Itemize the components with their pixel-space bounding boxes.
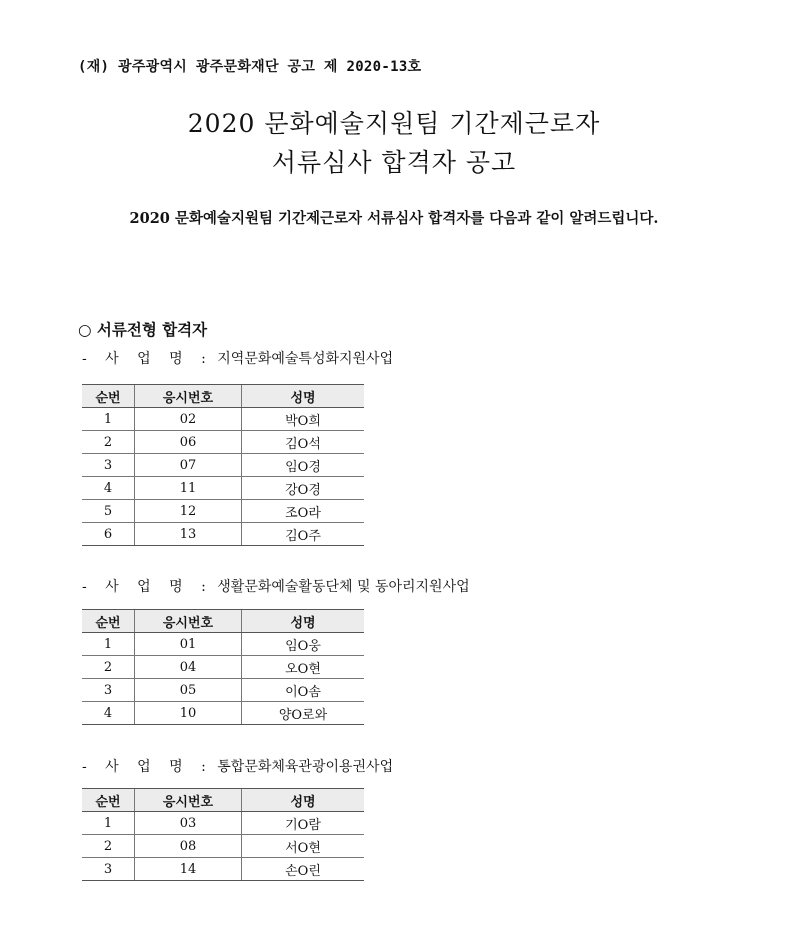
cell-name: 김O주	[242, 523, 365, 546]
program-line-2	[82, 576, 470, 596]
cell-name: 임O웅	[242, 633, 365, 656]
cell-id: 11	[135, 477, 242, 500]
result-table-1	[82, 384, 364, 546]
cell-id: 06	[135, 431, 242, 454]
cell-name: 기O람	[242, 812, 365, 835]
cell-name: 임O경	[242, 454, 365, 477]
cell-name: 박O희	[242, 408, 365, 431]
result-table-2	[82, 609, 364, 725]
table-row	[82, 523, 364, 546]
cell-name: 서O현	[242, 835, 365, 858]
program-line-1	[82, 348, 393, 368]
cell-id: 07	[135, 454, 242, 477]
cell-no: 1	[82, 633, 135, 656]
column-header-name: 성명	[242, 385, 365, 408]
column-header-id: 응시번호	[135, 789, 242, 812]
cell-no: 3	[82, 679, 135, 702]
cell-no: 1	[82, 408, 135, 431]
notice-number: (재) 광주광역시 광주문화재단 공고 제 2020-13호	[78, 59, 422, 75]
cell-no: 1	[82, 812, 135, 835]
intro-text: 2020 문화예술지원팀 기간제근로자 서류심사 합격자를 다음과 같이 알려드립니다.	[129, 210, 659, 227]
cell-name: 강O경	[242, 477, 365, 500]
column-header-name: 성명	[242, 789, 365, 812]
cell-name: 김O석	[242, 431, 365, 454]
table-row	[82, 812, 364, 835]
page-title-line-2: 서류심사 합격자 공고	[271, 148, 517, 177]
cell-name: 손O린	[242, 858, 365, 881]
table-row	[82, 431, 364, 454]
cell-no: 4	[82, 702, 135, 725]
cell-id: 01	[135, 633, 242, 656]
table-row	[82, 702, 364, 725]
cell-id: 02	[135, 408, 242, 431]
cell-name: 오O현	[242, 656, 365, 679]
section-heading: ○ 서류전형 합격자	[78, 320, 208, 339]
table-row	[82, 633, 364, 656]
column-header-id: 응시번호	[135, 610, 242, 633]
cell-id: 05	[135, 679, 242, 702]
cell-no: 6	[82, 523, 135, 546]
program-line-3	[82, 756, 393, 776]
column-header-id: 응시번호	[135, 385, 242, 408]
table-row	[82, 656, 364, 679]
cell-name: 이O솜	[242, 679, 365, 702]
table-row	[82, 858, 364, 881]
page-title-line-1: 2020 문화예술지원팀 기간제근로자	[187, 109, 601, 138]
program-name: 통합문화체육관광이용권사업	[217, 759, 394, 775]
column-header-no: 순번	[82, 610, 135, 633]
table-row	[82, 454, 364, 477]
column-header-name: 성명	[242, 610, 365, 633]
program-label: - 사 업 명 :	[82, 759, 213, 775]
program-name: 지역문화예술특성화지원사업	[217, 351, 394, 367]
cell-id: 12	[135, 500, 242, 523]
result-table-3	[82, 788, 364, 881]
program-label: - 사 업 명 :	[82, 351, 213, 367]
cell-no: 3	[82, 858, 135, 881]
cell-id: 14	[135, 858, 242, 881]
program-label: - 사 업 명 :	[82, 579, 213, 595]
cell-no: 2	[82, 835, 135, 858]
cell-id: 13	[135, 523, 242, 546]
cell-name: 양O로와	[242, 702, 365, 725]
cell-id: 03	[135, 812, 242, 835]
table-row	[82, 408, 364, 431]
column-header-no: 순번	[82, 789, 135, 812]
cell-id: 04	[135, 656, 242, 679]
table-row	[82, 477, 364, 500]
program-name: 생활문화예술활동단체 및 동아리지원사업	[217, 579, 470, 595]
cell-no: 3	[82, 454, 135, 477]
table-row	[82, 679, 364, 702]
table-row	[82, 835, 364, 858]
cell-no: 2	[82, 656, 135, 679]
column-header-no: 순번	[82, 385, 135, 408]
cell-no: 4	[82, 477, 135, 500]
cell-no: 2	[82, 431, 135, 454]
cell-no: 5	[82, 500, 135, 523]
cell-name: 조O라	[242, 500, 365, 523]
cell-id: 08	[135, 835, 242, 858]
table-row	[82, 500, 364, 523]
cell-id: 10	[135, 702, 242, 725]
